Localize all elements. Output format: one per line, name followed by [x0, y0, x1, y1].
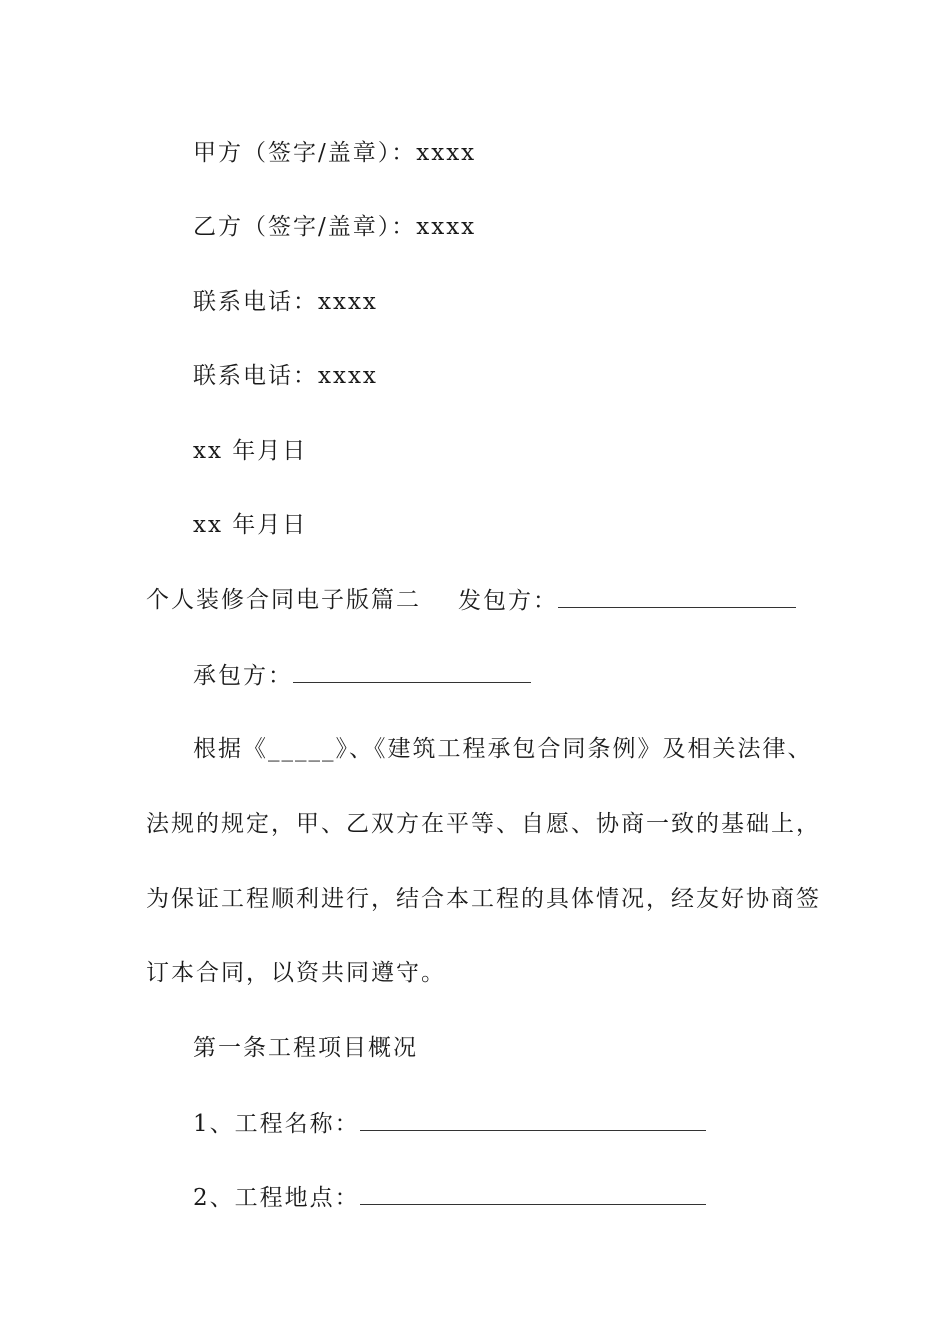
paragraph-line-2: 法规的规定，甲、乙双方在平等、自愿、协商一致的基础上， — [146, 811, 821, 837]
project-location-blank — [360, 1182, 706, 1205]
employer-blank — [558, 585, 796, 608]
project-name-blank — [360, 1108, 706, 1131]
date-1: xx 年月日 — [193, 438, 308, 464]
contractor-label: 承包方： — [193, 663, 293, 689]
date-2: xx 年月日 — [193, 512, 308, 538]
party-a-signature: 甲方（签字/盖章）：xxxx — [193, 140, 477, 166]
project-name-label: 1、工程名称： — [193, 1111, 360, 1137]
project-name-line — [193, 1108, 706, 1139]
article-1-heading: 第一条工程项目概况 — [193, 1035, 418, 1061]
paragraph-line-1: 根据《_____》、《建筑工程承包合同条例》及相关法律、 — [193, 736, 813, 762]
contractor-blank — [293, 660, 531, 683]
paragraph-line-3: 为保证工程顺利进行，结合本工程的具体情况，经友好协商签 — [146, 886, 821, 912]
contractor-line — [193, 660, 531, 691]
employer-label: 发包方： — [458, 588, 558, 614]
party-b-signature: 乙方（签字/盖章）：xxxx — [193, 214, 477, 240]
contact-phone-1: 联系电话：xxxx — [193, 289, 378, 315]
paragraph-line-4: 订本合同，以资共同遵守。 — [146, 960, 446, 986]
employer-line — [458, 585, 796, 616]
project-location-line — [193, 1182, 706, 1213]
project-location-label: 2、工程地点： — [193, 1185, 360, 1211]
contact-phone-2: 联系电话：xxxx — [193, 363, 378, 389]
section-title: 个人装修合同电子版篇二 — [146, 587, 421, 613]
